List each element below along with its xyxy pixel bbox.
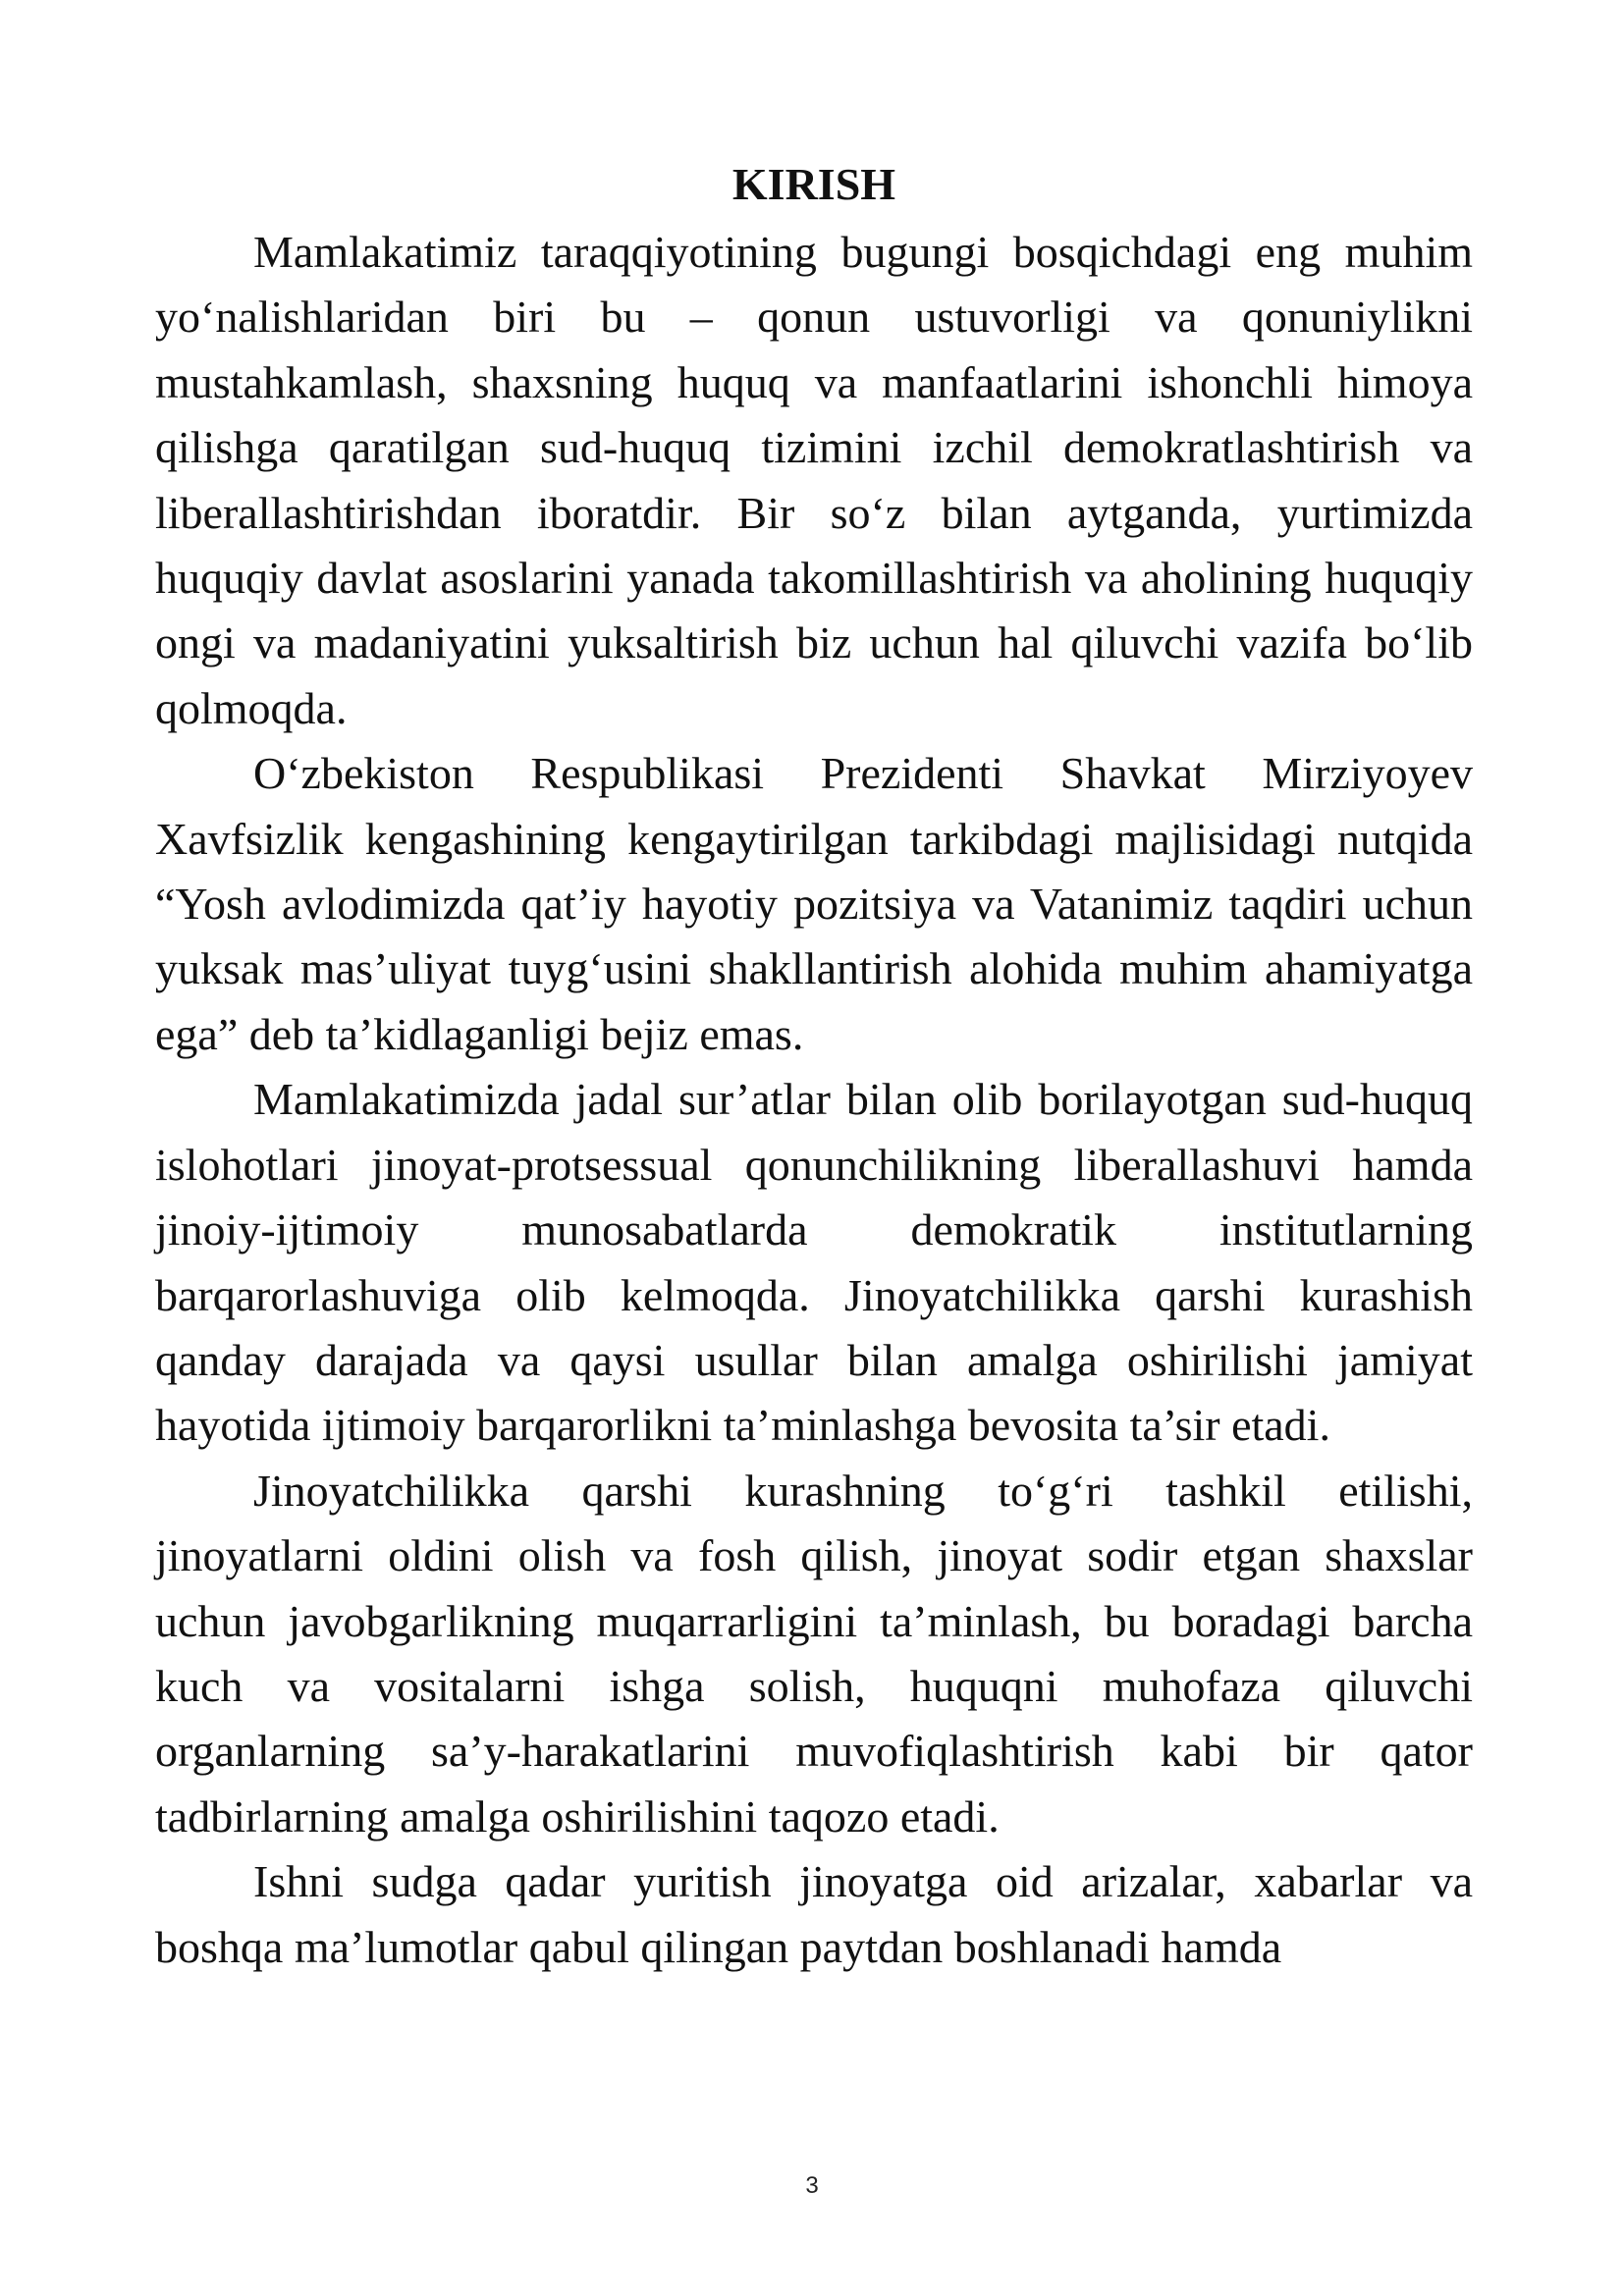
paragraph: O‘zbekiston Respublikasi Prezidenti Shavkat Mirziyoyev Xavfsizlik kengashining kengaytirilgan tarkibdagi majlisidagi nutqida “Yosh avlodimizda qat’iy hayotiy pozitsiya va Vatanimiz taqdiri uchun yuksak mas’uliyat tuyg‘usini shakllantirish alohida muhim ahamiyatga ega” deb ta’kidlaganligi bejiz emas. [155,748,1473,1059]
page-heading: KIRISH [731,159,896,209]
page-content [155,157,1473,1980]
paragraph: Ishni sudga qadar yuritish jinoyatga oid arizalar, xabarlar va boshqa ma’lumotlar qabul qilingan paytdan boshlanadi hamda [155,1856,1473,1972]
page-number: 3 [805,2172,819,2199]
paragraph: Mamlakatimizda jadal sur’atlar bilan olib borilayotgan sud-huquq islohotlari jinoyat-protsessual qonunchilikning liberallashuvi hamda jinoiy-ijtimoiy munosabatlarda demokratik institutlarning barqarorlashuviga olib kelmoqda. Jinoyatchilikka qarshi kurashish qanday darajada va qaysi usullar bilan amalga oshirilishi jamiyat hayotida ijtimoiy barqarorlikni ta’minlashga bevosita ta’sir etadi. [155,1074,1473,1451]
paragraph: Jinoyatchilikka qarshi kurashning to‘g‘ri tashkil etilishi, jinoyatlarni oldini olish va fosh qilish, jinoyat sodir etgan shaxslar uchun javobgarlikning muqarrarligini ta’minlash, bu boradagi barcha kuch va vositalarni ishga solish, huquqni muhofaza qiluvchi organlarning sa’y-harakatlarini muvofiqlashtirish kabi bir qator tadbirlarning amalga oshirilishini taqozo etadi. [155,1465,1473,1842]
paragraph: Mamlakatimiz taraqqiyotining bugungi bosqichdagi eng muhim yo‘nalishlaridan biri bu – qonun ustuvorligi va qonuniylikni mustahkamlash, shaxsning huquq va manfaatlarini ishonchli himoya qilishga qaratilgan sud-huquq tizimini izchil demokratlashtirish va liberallashtirishdan iboratdir. Bir so‘z bilan aytganda, yurtimizda huquqiy davlat asoslarini yanada takomillashtirish va aholining huquqiy ongi va madaniyatini yuksaltirish biz uchun hal qiluvchi vazifa bo‘lib qolmoqda. [155,227,1473,733]
